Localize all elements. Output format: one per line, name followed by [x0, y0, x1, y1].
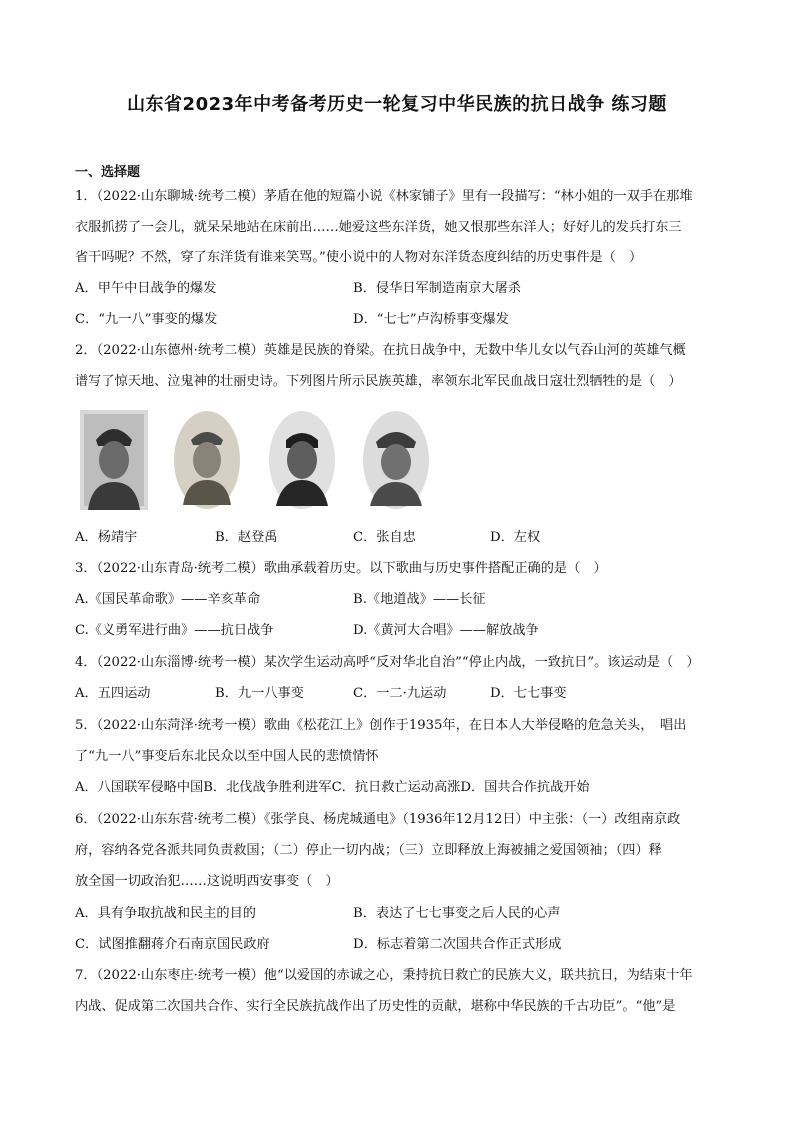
- q3-line-1: 3．（2022·山东青岛·统考二模）歌曲承载着历史。以下歌曲与历史事件搭配正确的是（ ）: [75, 561, 607, 576]
- q6-option-b[interactable]: B．表达了七七事变之后人民的心声: [353, 906, 561, 921]
- q7-line-2: 内战、促成第二次国共合作、实行全民族抗战作出了历史性的贡献，堪称中华民族的千古功臣”。“他”是: [75, 999, 676, 1014]
- q1-line-2: 衣服抓捞了一会儿，就呆呆地站在床前出……她爱这些东洋货，她又恨那些东洋人；好好儿的发兵打东三: [75, 220, 682, 235]
- q4-option-b[interactable]: B．九一八事变: [215, 686, 304, 701]
- q6-option-c[interactable]: C．试图推翻蒋介石南京国民政府: [75, 937, 270, 952]
- q4-line-1: 4．（2022·山东淄博·统考一模）某次学生运动高呼“反对华北自治”“停止内战，一致抗日”。该运动是（ ）: [75, 655, 700, 670]
- q5-line-2: 了“九一八”事变后东北民众以至中国人民的悲愤情怀: [75, 749, 379, 764]
- q2-line-2: 谱写了惊天地、泣鬼神的壮丽史诗。下列图片所示民族英雄，率领东北军民血战日寇壮烈牺牲的是（ ）: [75, 374, 682, 389]
- q2-option-b[interactable]: B．赵登禹: [215, 530, 278, 545]
- q4-option-d[interactable]: D．七七事变: [490, 686, 567, 701]
- portrait-photo-2: [173, 410, 241, 510]
- q5-options-line[interactable]: A．八国联军侵略中国B．北伐战争胜利进军C．抗日救亡运动高涨D．国共合作抗战开始: [75, 780, 590, 795]
- q3-option-a[interactable]: A.《国民革命歌》——辛亥革命: [75, 592, 261, 607]
- q1-option-c[interactable]: C．“九一八”事变的爆发: [75, 312, 218, 327]
- q1-option-a[interactable]: A．甲午中日战争的爆发: [75, 281, 217, 296]
- q2-option-d[interactable]: D．左权: [490, 530, 541, 545]
- q3-option-b[interactable]: B.《地道战》——长征: [353, 592, 486, 607]
- q1-option-d[interactable]: D．“七七”卢沟桥事变爆发: [353, 312, 509, 327]
- page-title: 山东省2023年中考备考历史一轮复习中华民族的抗日战争 练习题: [127, 94, 667, 115]
- q6-line-2: 府，容纳各党各派共同负责救国；（二）停止一切内战；（三）立即释放上海被捕之爱国领袖；（四）释: [75, 843, 662, 858]
- q7-line-1: 7．（2022·山东枣庄·统考一模）他“以爱国的赤诚之心，秉持抗日救亡的民族大义，联共抗日，为结束十年: [75, 968, 693, 983]
- q6-option-a[interactable]: A．具有争取抗战和民主的目的: [75, 906, 256, 921]
- q2-line-1: 2．（2022·山东德州·统考二模）英雄是民族的脊梁。在抗日战争中，无数中华儿女以气吞山河的英雄气概: [75, 343, 686, 358]
- q1-option-b[interactable]: B．侵华日军制造南京大屠杀: [353, 281, 521, 296]
- q5-line-1: 5．（2022·山东菏泽·统考一模）歌曲《松花江上》创作于1935年，在日本人大举侵略的危急关头， 唱出: [75, 718, 687, 733]
- q3-option-c[interactable]: C.《义勇军进行曲》——抗日战争: [75, 623, 274, 638]
- q2-option-a[interactable]: A．杨靖宇: [75, 530, 138, 545]
- section-heading: 一、选择题: [75, 165, 141, 180]
- hero-photos: [80, 410, 440, 510]
- q1-line-3: 省干吗呢？不然，穿了东洋货有谁来笑骂。”使小说中的人物对东洋货态度纠结的历史事件是（ ）: [75, 250, 643, 265]
- portrait-photo-4: [362, 410, 430, 510]
- q6-option-d[interactable]: D．标志着第二次国共合作正式形成: [353, 937, 562, 952]
- q6-line-3: 放全国一切政治犯……这说明西安事变（ ）: [75, 874, 339, 889]
- portrait-photo-3: [268, 410, 336, 510]
- q2-option-c[interactable]: C．张自忠: [353, 530, 416, 545]
- q4-option-c[interactable]: C．一二·九运动: [353, 686, 447, 701]
- q1-line-1: 1．（2022·山东聊城·统考二模）茅盾在他的短篇小说《林家铺子》里有一段描写：“林小姐的一双手在那堆: [75, 189, 693, 204]
- q4-option-a[interactable]: A．五四运动: [75, 686, 151, 701]
- q6-line-1: 6．（2022·山东东营·统考二模）《张学良、杨虎城通电》（1936年12月12日）中主张：（一）改组南京政: [75, 812, 681, 827]
- portrait-photo-1: [80, 410, 148, 510]
- q3-option-d[interactable]: D.《黄河大合唱》——解放战争: [353, 623, 539, 638]
